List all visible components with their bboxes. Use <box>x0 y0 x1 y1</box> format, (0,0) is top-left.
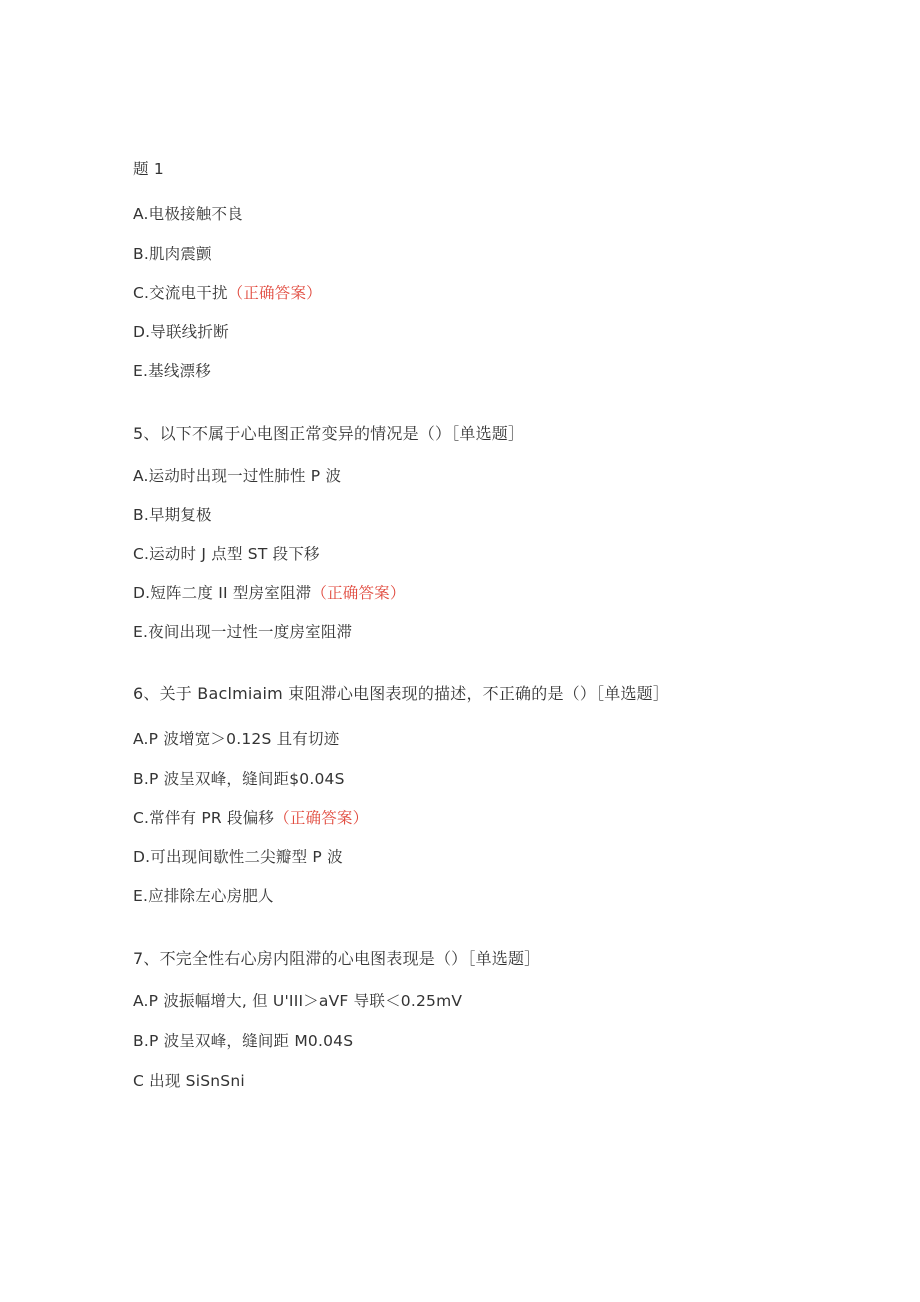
option-a: A.P 波振幅增大, 但 U'III＞aVF 导联＜0.25mV <box>133 992 463 1010</box>
option-d: D.可出现间歇性二尖瓣型 P 波 <box>133 848 343 866</box>
option-c: C.交流电干扰（正确答案） <box>133 284 322 302</box>
option-b: B.P 波呈双峰，缝间距 M0.04S <box>133 1032 354 1050</box>
option-a: A.运动时出现一过性肺性 P 波 <box>133 467 342 485</box>
option-c: C.运动时 J 点型 ST 段下移 <box>133 545 320 563</box>
question-title: 7、不完全性右心房内阻滞的心电图表现是（）［单选题］ <box>133 949 541 968</box>
option-e: E.基线漂移 <box>133 362 211 380</box>
option-d: D.短阵二度 II 型房室阻滞（正确答案） <box>133 584 406 602</box>
option-e: E.夜间出现一过性一度房室阻滞 <box>133 623 353 641</box>
question-title: 5、以下不属于心电图正常变异的情况是（）［单选题］ <box>133 424 525 443</box>
question-title: 6、关于 Baclmiaim 束阻滞心电图表现的描述，不正确的是（）［单选题］ <box>133 684 670 703</box>
correct-answer-mark: （正确答案） <box>274 809 369 827</box>
option-b: B.P 波呈双峰，缝间距$0.04S <box>133 770 345 788</box>
option-d: D.导联线折断 <box>133 323 229 341</box>
correct-answer-mark: （正确答案） <box>311 584 406 602</box>
option-b: B.早期复极 <box>133 506 212 524</box>
correct-answer-mark: （正确答案） <box>227 284 322 302</box>
question-number-fragment: 题 1 <box>133 160 164 178</box>
option-a: A.P 波增宽＞0.12S 且有切迹 <box>133 730 340 748</box>
option-c: C.常伴有 PR 段偏移（正确答案） <box>133 809 369 827</box>
option-b: B.肌肉震颤 <box>133 245 212 263</box>
option-e: E.应排除左心房肥人 <box>133 887 274 905</box>
document-page <box>133 0 893 1302</box>
option-c: C 出现 SiSnSni <box>133 1072 245 1090</box>
option-a: A.电极接触不良 <box>133 205 243 223</box>
